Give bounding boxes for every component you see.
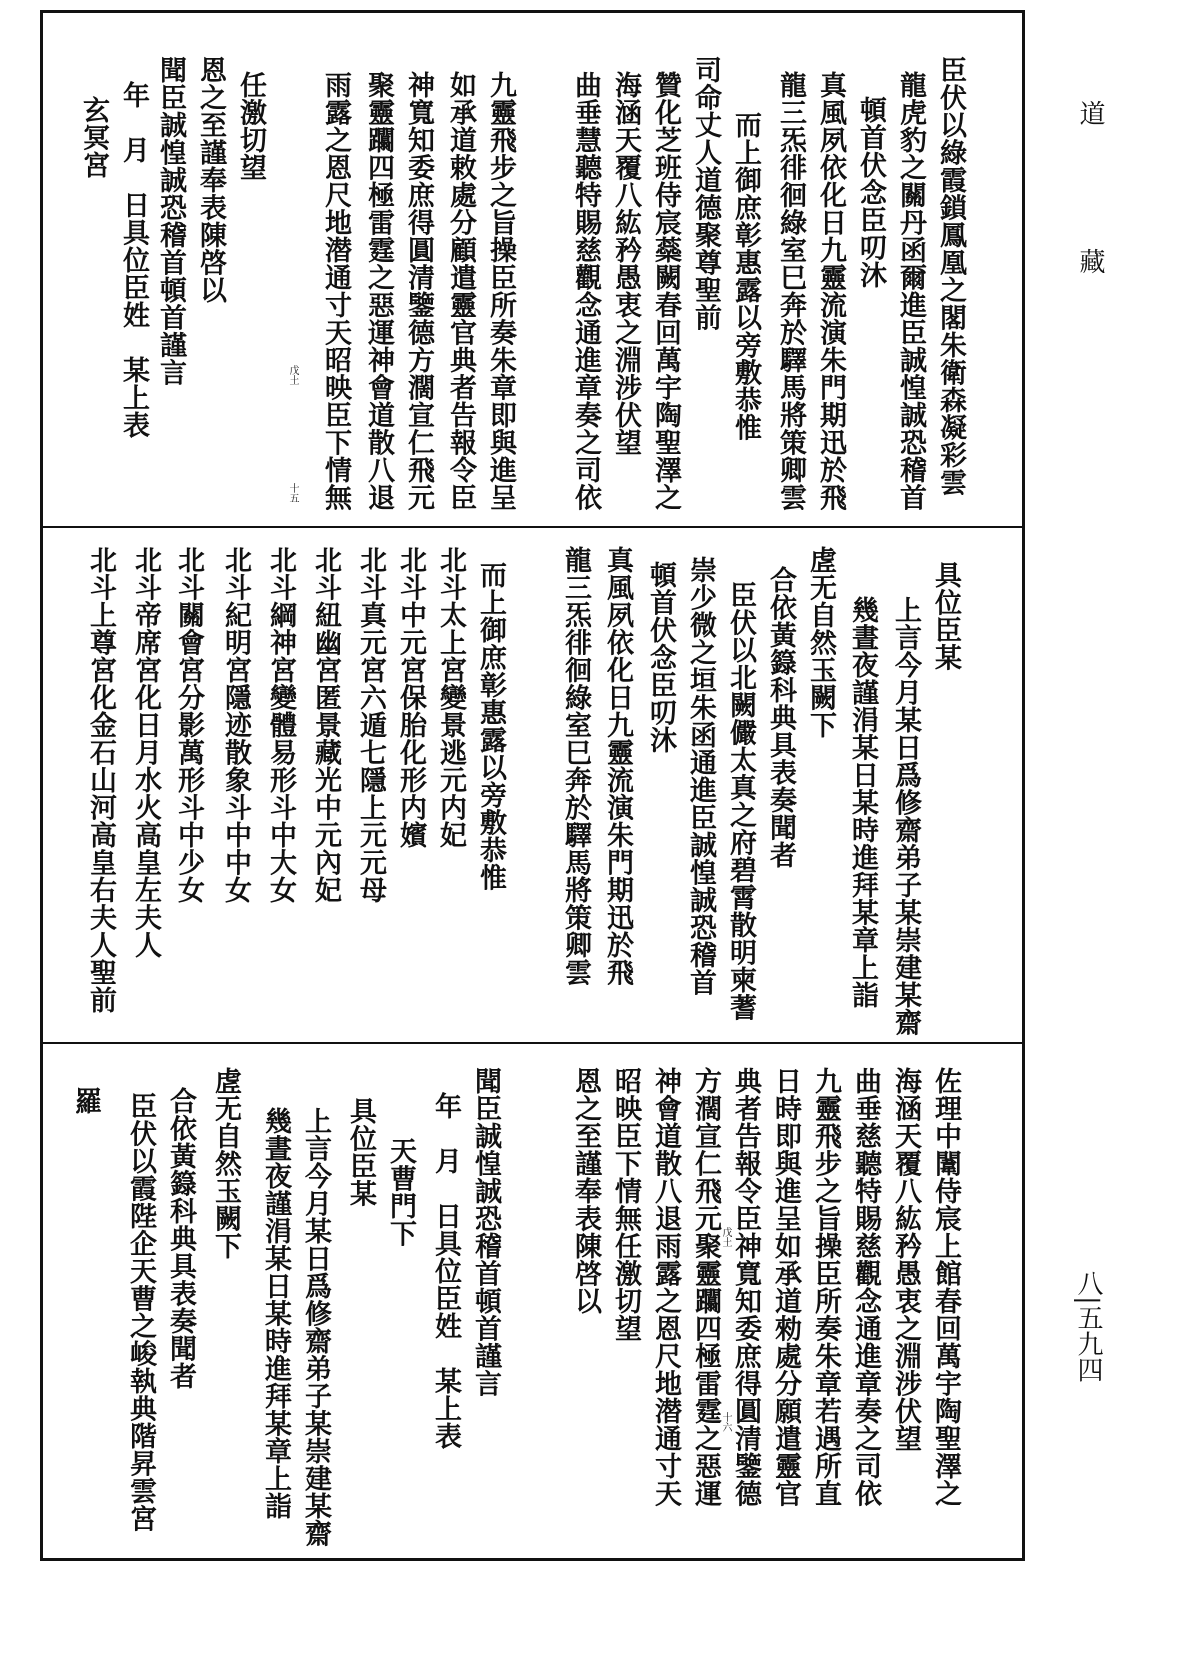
page-number: 八|五九四: [1073, 1270, 1103, 1383]
text-column: 恩之至謹奉表陳啓以: [570, 1067, 601, 1315]
text-column: 虗无自然玉闕下: [210, 1067, 241, 1260]
text-column: 年 月 日具位臣姓 某上表: [118, 81, 149, 439]
text-column: 北斗真元宮六遁七隱上元元母: [355, 546, 386, 904]
text-column: 九靈飛步之旨操臣所奏朱章即與進呈: [485, 71, 516, 511]
text-column: 北斗綱神宮變體易形斗中大女: [265, 546, 296, 904]
text-column: 昭映臣下情無任激切望: [610, 1067, 641, 1342]
text-column: 北斗上尊宮化金石山河高皇右夫人聖前: [85, 546, 116, 1014]
text-column: 具位臣某: [345, 1097, 376, 1207]
text-column: 而上御庶彰惠露以旁敷恭惟: [730, 111, 761, 441]
text-column: 佐理中闈侍宸上館春回萬宇陶聖澤之: [930, 1067, 961, 1507]
text-panel-middle: [43, 526, 1022, 1044]
text-column: 幾晝夜謹涓某日某時進拜某章上詣: [260, 1107, 291, 1520]
text-column: 臣伏以北闕儼太真之府碧霄散明柬蓍: [725, 581, 756, 1021]
text-column: 北斗太上宮變景逃元内妃: [435, 546, 466, 849]
text-column: 聞臣誠惶誠恐稽首頓首謹言: [155, 56, 186, 386]
margin-title-dao: 道: [1075, 100, 1105, 126]
text-column: 頓首伏念臣叨沐: [855, 96, 886, 289]
text-column: 合依黃籙科典具表奏聞者: [765, 566, 796, 869]
text-column: 上言今月某日爲修齋弟子某崇建某齋: [300, 1107, 331, 1547]
text-column: 玄冥宮: [78, 96, 109, 179]
text-column: 北斗關會宮分影萬形斗中少女: [173, 546, 204, 904]
text-column: 如承道敕處分顧遣靈官典者告報令臣: [445, 71, 476, 511]
text-column: 臣伏以霞陛企天曹之峻執典階昇雲宮: [125, 1092, 156, 1532]
text-column: 具位臣某: [930, 561, 961, 671]
text-column: 天曹門下: [385, 1137, 416, 1247]
text-column: 龍三炁徘徊綠室巳奔於驛馬將策卿雲: [775, 71, 806, 511]
text-panel-top: [43, 13, 1022, 528]
text-column: 恩之至謹奉表陳啓以: [195, 56, 226, 304]
text-column: 曲垂慈聽特賜慈觀念通進章奏之司依: [850, 1067, 881, 1507]
text-column: 司命丈人道德聚尊聖前: [690, 56, 721, 331]
text-column: 贊化芝班侍宸蘂闕春回萬宇陶聖澤之: [650, 71, 681, 511]
text-column: 曲垂慧聽特賜慈觀念通進章奏之司依: [570, 71, 601, 511]
text-column: 聚靈躢四極雷霆之惡運神會道散八退: [363, 71, 394, 511]
text-column: 任激切望: [235, 71, 266, 181]
text-column: 虗无自然玉闕下: [805, 546, 836, 739]
text-column: 海涵天覆八紘矜愚衷之淵涉伏望: [890, 1067, 921, 1452]
text-column: 九靈飛步之旨操臣所奏朱章若遇所直: [810, 1067, 841, 1507]
text-column: 臣伏以綠霞鎖鳳凰之閣朱衛森凝彩雲: [935, 56, 966, 496]
text-column: 龍虎豹之關丹函爾進臣誠惶誠恐稽首: [895, 71, 926, 511]
page-frame: [40, 10, 1025, 1561]
small-annotation: 戊土: [287, 365, 298, 385]
text-column: 海涵天覆八紘矜愚衷之淵涉伏望: [610, 71, 641, 456]
text-column: 北斗紐幽宮匿景藏光中元內妃: [310, 546, 341, 904]
text-column: 聞臣誠惶誠恐稽首頓首謹言: [470, 1067, 501, 1397]
text-column: 頓首伏念臣叨沐: [645, 561, 676, 754]
small-annotation: 十五: [287, 483, 298, 503]
text-column: 羅: [70, 1087, 101, 1115]
text-column: 崇少微之垣朱函通進臣誠惶誠恐稽首: [685, 556, 716, 996]
text-column: 合依黃籙科典具表奏聞者: [165, 1087, 196, 1390]
text-column: 日時即與進呈如承道勑處分願遣靈官: [770, 1067, 801, 1507]
small-annotation: 十六: [720, 1412, 731, 1432]
text-column: 神寬知委庶得圓清鑒德方濶宣仁飛元: [403, 71, 434, 511]
text-column: 雨露之恩尺地潜通寸天昭映臣下情無: [320, 71, 351, 511]
text-column: 真風夙依化日九靈流演朱門期迅於飛: [815, 71, 846, 511]
text-column: 北斗帝席宮化日月水火高皇左夫人: [130, 546, 161, 959]
text-column: 龍三炁徘徊綠室巳奔於驛馬將策卿雲: [560, 546, 591, 986]
text-column: 真風夙依化日九靈流演朱門期迅於飛: [602, 546, 633, 986]
text-column: 而上御庶彰惠露以旁敷恭惟: [475, 561, 506, 891]
text-column: 典者告報令臣神寬知委庶得圓清鑒德: [730, 1067, 761, 1507]
text-column: 上言今月某日爲修齋弟子某崇建某齋: [890, 596, 921, 1036]
text-column: 北斗中元宮保胎化形内嬪: [395, 546, 426, 849]
text-column: 幾晝夜謹涓某日某時進拜某章上詣: [847, 596, 878, 1009]
text-column: 北斗紀明宮隱迹散象斗中中女: [220, 546, 251, 904]
text-panel-bottom: [43, 1042, 1022, 1558]
text-column: 神會道散八退雨露之恩尺地潜通寸天: [650, 1067, 681, 1507]
text-column: 年 月 日具位臣姓 某上表: [430, 1092, 461, 1450]
text-column: 方濶宣仁飛元聚靈躢四極雷霆之惡運: [690, 1067, 721, 1507]
margin-title-zang: 藏: [1075, 248, 1105, 274]
small-annotation: 戊土: [720, 1227, 731, 1247]
